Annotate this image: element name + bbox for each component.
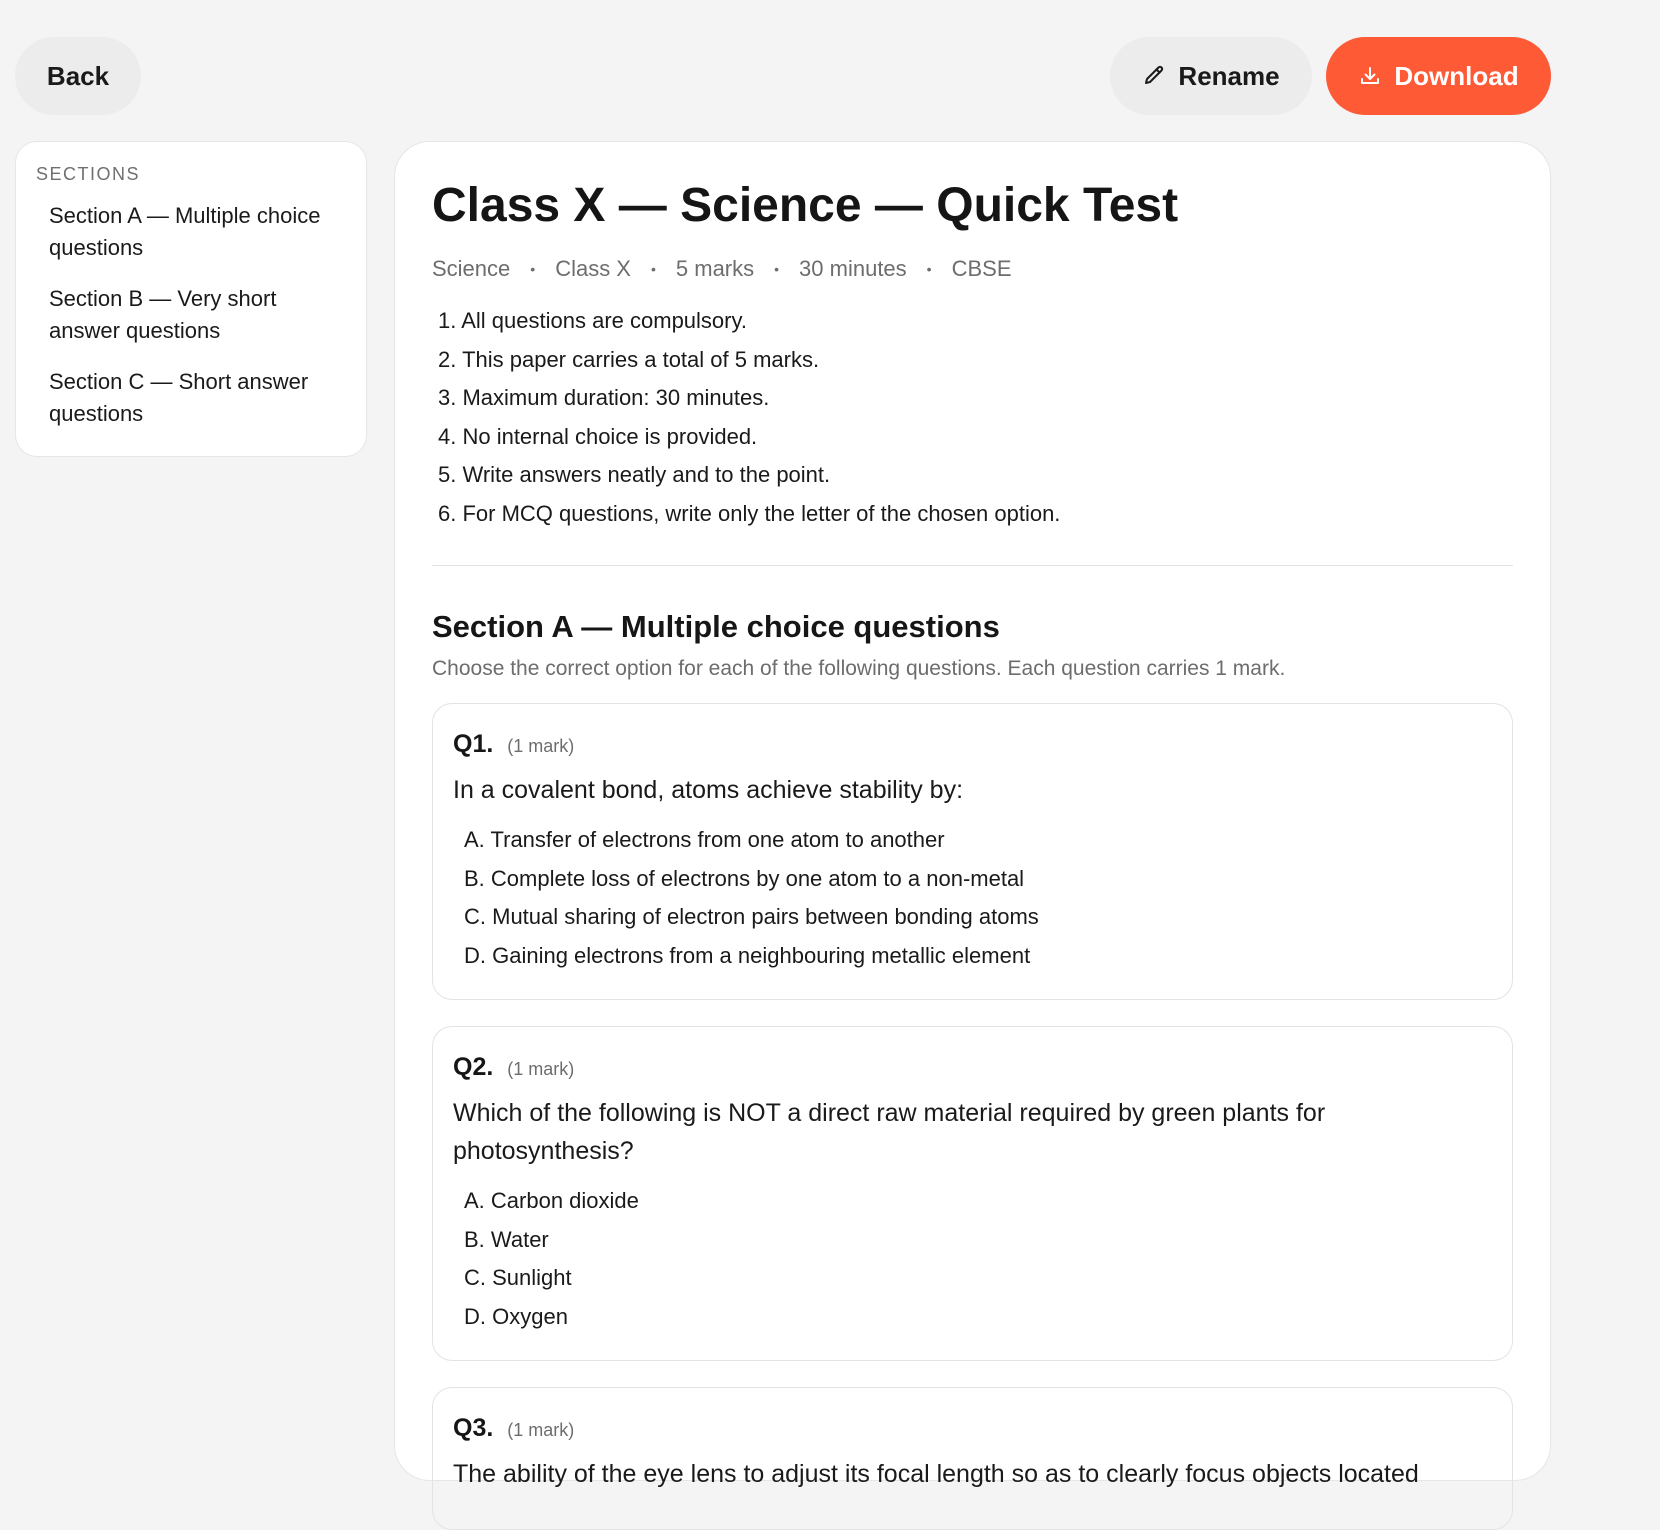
instruction-item: 4. No internal choice is provided. xyxy=(438,423,758,449)
paper-meta xyxy=(432,256,1513,282)
question-card xyxy=(432,1026,1513,1361)
question-header xyxy=(453,730,1492,759)
option-d: D. Gaining electrons from a neighbouring metallic element xyxy=(464,942,1031,968)
sections-sidebar xyxy=(15,141,367,457)
sidebar-item-section-c[interactable]: Section C — Short answer questions xyxy=(49,369,309,426)
option-b: B. Complete loss of electrons by one atom to a non-metal xyxy=(464,865,1025,891)
question-marks: (1 mark) xyxy=(507,1059,575,1079)
question-marks: (1 mark) xyxy=(507,1420,575,1440)
instruction-item: 1. All questions are compulsory. xyxy=(438,308,747,333)
download-icon xyxy=(1358,64,1382,88)
divider xyxy=(432,565,1513,566)
meta-subject: Science xyxy=(432,256,511,281)
section-a-heading: Section A — Multiple choice questions xyxy=(432,609,1000,644)
rename-button-label: Rename xyxy=(1178,60,1280,91)
sidebar-item-section-a[interactable]: Section A — Multiple choice questions xyxy=(49,203,321,260)
download-button-label: Download xyxy=(1394,60,1519,91)
back-button[interactable] xyxy=(15,37,141,115)
question-number: Q3. xyxy=(453,1414,494,1442)
question-number: Q1. xyxy=(453,730,494,758)
option-c: C. Mutual sharing of electron pairs between bonding atoms xyxy=(464,904,1039,929)
pencil-icon xyxy=(1142,64,1166,88)
question-text: Which of the following is NOT a direct raw material required by green plants for photosynthesis? xyxy=(453,1099,1326,1165)
instructions-list xyxy=(432,302,1513,533)
question-header xyxy=(453,1414,1492,1443)
option-a: A. Carbon dioxide xyxy=(464,1188,639,1213)
instruction-item: 3. Maximum duration: 30 minutes. xyxy=(438,385,770,410)
rename-button[interactable] xyxy=(1110,37,1312,115)
question-header xyxy=(453,1053,1492,1082)
question-text: The ability of the eye lens to adjust its focal length so as to clearly focus objects located xyxy=(453,1460,1419,1488)
meta-separator: • xyxy=(530,261,536,277)
option-a: A. Transfer of electrons from one atom to another xyxy=(464,827,945,852)
instruction-item: 5. Write answers neatly and to the point. xyxy=(438,462,831,487)
back-button-label: Back xyxy=(46,60,110,91)
sidebar-item-section-b[interactable]: Section B — Very short answer questions xyxy=(49,286,277,343)
option-b: B. Water xyxy=(464,1226,549,1252)
download-button[interactable] xyxy=(1326,37,1551,115)
question-card xyxy=(432,1387,1513,1530)
meta-separator: • xyxy=(926,261,932,277)
page-title: Class X — Science — Quick Test xyxy=(432,179,1179,232)
question-paper xyxy=(394,141,1551,1488)
meta-board: CBSE xyxy=(951,256,1012,281)
instruction-item: 6. For MCQ questions, write only the letter of the chosen option. xyxy=(438,500,1061,526)
question-text: In a covalent bond, atoms achieve stability by: xyxy=(453,776,964,804)
question-marks: (1 mark) xyxy=(507,736,575,756)
meta-separator: • xyxy=(774,261,780,277)
instruction-item: 2. This paper carries a total of 5 marks. xyxy=(438,346,820,372)
sidebar-title: SECTIONS xyxy=(36,164,141,184)
meta-class: Class X xyxy=(555,256,631,281)
question-card xyxy=(432,703,1513,1000)
option-d: D. Oxygen xyxy=(464,1303,568,1329)
meta-duration: 30 minutes xyxy=(799,256,907,281)
meta-separator: • xyxy=(650,261,656,277)
section-a-description: Choose the correct option for each of the following questions. Each question carries 1 mark. xyxy=(432,657,1286,680)
question-number: Q2. xyxy=(453,1053,494,1081)
meta-marks: 5 marks xyxy=(675,256,755,281)
option-c: C. Sunlight xyxy=(464,1265,572,1290)
